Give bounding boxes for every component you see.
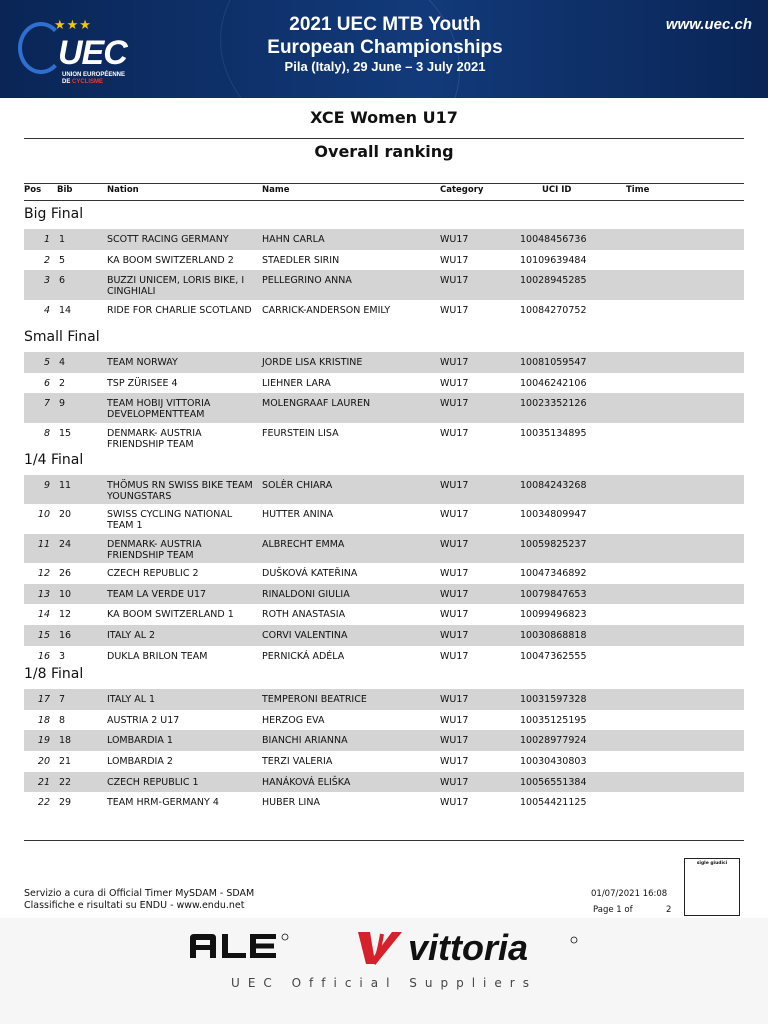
- cell-pos: 16: [37, 650, 50, 662]
- cell-pos: 21: [37, 776, 50, 788]
- cell-nation: LOMBARDIA 2: [107, 756, 173, 767]
- cell-nation: LOMBARDIA 1: [107, 735, 173, 747]
- cell-pos: 19: [37, 735, 50, 747]
- cell-pos: 14: [37, 609, 50, 621]
- col-nation: Nation: [107, 185, 139, 195]
- cell-name: RINALDONI GIULIA: [262, 588, 350, 600]
- cell-category: WU17: [440, 797, 469, 809]
- table-row: [24, 584, 744, 605]
- cell-name: ALBRECHT EMMA: [262, 538, 345, 550]
- cell-pos: 7: [43, 398, 50, 410]
- logo-subtitle-2: DE CYCLISME: [62, 79, 104, 85]
- logo-stars-icon: ★★★: [54, 18, 92, 33]
- cell-category: WU17: [440, 377, 469, 389]
- cell-uci-id: 10046242106: [520, 377, 587, 389]
- cell-uci-id: 10079847653: [520, 588, 587, 600]
- cell-category: WU17: [440, 776, 469, 788]
- cell-nation: TEAM HRM-GERMANY 4: [107, 797, 219, 809]
- cell-uci-id: 10056551384: [520, 776, 587, 788]
- footer-line: Classifiche e risultati su ENDU - www.endu.net: [24, 900, 245, 911]
- sponsors-band: [0, 918, 768, 1024]
- cell-uci-id: 10054421125: [520, 797, 587, 809]
- cell-nation: TSP ZÜRISEE 4: [107, 377, 178, 389]
- cell-bib: 16: [59, 630, 72, 641]
- event-title-line1: 2021 UEC MTB Youth: [289, 14, 481, 35]
- svg-text:vittoria: vittoria: [408, 927, 529, 968]
- divider: [24, 138, 744, 139]
- vittoria-logo: [352, 926, 582, 968]
- cell-bib: 20: [59, 509, 72, 521]
- col-uci: UCI ID: [542, 185, 572, 195]
- cell-bib: 8: [59, 714, 66, 726]
- table-row: [24, 393, 744, 422]
- table-row: [24, 563, 744, 584]
- cell-nation: KA BOOM SWITZERLAND 2: [107, 254, 234, 266]
- cell-category: WU17: [440, 398, 469, 410]
- print-datetime: 01/07/2021 16:08: [591, 889, 668, 899]
- cell-uci-id: 10109639484: [520, 254, 587, 266]
- cell-pos: 13: [37, 588, 50, 600]
- cell-name: STAEDLER SIRIN: [262, 254, 340, 266]
- cell-name: BIANCHI ARIANNA: [262, 735, 348, 747]
- table-row: [24, 604, 744, 625]
- page-title: XCE Women U17: [310, 108, 458, 127]
- cell-uci-id: 10030430803: [520, 756, 587, 767]
- cell-category: WU17: [440, 609, 469, 621]
- cell-uci-id: 10035134895: [520, 427, 587, 439]
- cell-category: WU17: [440, 630, 469, 641]
- cell-pos: 9: [43, 480, 50, 491]
- cell-bib: 12: [59, 609, 72, 621]
- table-row: [24, 250, 744, 271]
- divider: [24, 840, 744, 841]
- cell-bib: 15: [59, 427, 72, 439]
- cell-category: WU17: [440, 254, 469, 266]
- cell-uci-id: 10034809947: [520, 509, 587, 521]
- cell-category: WU17: [440, 714, 469, 726]
- cell-name: CARRICK-ANDERSON EMILY: [262, 304, 391, 316]
- cell-uci-id: 10028977924: [520, 735, 587, 747]
- cell-pos: 3: [43, 275, 50, 287]
- cell-uci-id: 10030868818: [520, 630, 587, 641]
- cell-uci-id: 10084270752: [520, 304, 587, 316]
- footer-credits: [24, 888, 254, 912]
- section-title: Big Final: [24, 206, 84, 222]
- cell-uci-id: 10047362555: [520, 650, 587, 662]
- cell-uci-id: 10084243268: [520, 480, 587, 491]
- cell-bib: 1: [59, 234, 66, 245]
- cell-category: WU17: [440, 509, 469, 521]
- cell-nation: ITALY AL 2: [107, 630, 156, 641]
- table-row: [24, 792, 744, 813]
- cell-category: WU17: [440, 568, 469, 580]
- table-row: [24, 229, 744, 250]
- footer-line: Servizio a cura di Official Timer MySDAM - SDAM: [24, 888, 255, 899]
- divider: [24, 200, 744, 201]
- cell-bib: 21: [59, 756, 72, 767]
- suppliers-caption: UEC Official Suppliers: [231, 976, 537, 990]
- table-row: [24, 730, 744, 751]
- section-title: 1/8 Final: [24, 666, 84, 683]
- cell-name: HUTTER ANINA: [262, 509, 334, 521]
- social-links: [612, 14, 752, 33]
- table-row: [24, 625, 744, 646]
- social-twitter[interactable]: [636, 14, 768, 30]
- cell-nation: BUZZI UNICEM, LORIS BIKE, I CINGHIALI: [107, 275, 245, 298]
- cell-category: WU17: [440, 234, 469, 245]
- table-header: [24, 183, 744, 200]
- cell-bib: 5: [59, 254, 66, 266]
- signature-label: sigle giudici: [696, 861, 728, 866]
- cell-nation: ITALY AL 1: [107, 694, 156, 706]
- table-row: [24, 710, 744, 731]
- col-pos: Pos: [24, 185, 42, 195]
- cell-name: JORDE LISA KRISTINE: [262, 357, 363, 368]
- judges-signature-box: [684, 858, 740, 916]
- cell-uci-id: 10081059547: [520, 357, 587, 368]
- cell-bib: 24: [59, 538, 72, 550]
- cell-category: WU17: [440, 756, 469, 767]
- table-row: [24, 689, 744, 710]
- table-row: [24, 300, 744, 329]
- cell-pos: 18: [37, 714, 50, 726]
- cell-category: WU17: [440, 588, 469, 600]
- cell-pos: 20: [37, 756, 50, 767]
- cell-name: TERZI VALERIA: [262, 756, 333, 767]
- table-row: [24, 475, 744, 504]
- cell-bib: 26: [59, 568, 72, 580]
- cell-bib: 6: [59, 275, 66, 287]
- website-link[interactable]: www.uec.ch: [665, 16, 752, 33]
- cell-bib: 18: [59, 735, 72, 747]
- cell-name: SOLÈR CHIARA: [262, 480, 333, 491]
- logo-subtitle: UNION EUROPÉENNE: [62, 72, 126, 78]
- cell-category: WU17: [440, 304, 469, 316]
- cell-uci-id: 10035125195: [520, 714, 587, 726]
- cell-pos: 4: [43, 304, 50, 316]
- cell-nation: KA BOOM SWITZERLAND 1: [107, 609, 234, 621]
- section-title: 1/4 Final: [24, 452, 84, 468]
- cell-name: FEURSTEIN LISA: [262, 427, 339, 439]
- cell-uci-id: 10099496823: [520, 609, 587, 621]
- table-row: [24, 504, 744, 533]
- col-category: Category: [440, 185, 484, 195]
- cell-bib: 9: [59, 398, 66, 410]
- cell-bib: 7: [59, 694, 66, 706]
- cell-uci-id: 10047346892: [520, 568, 587, 580]
- cell-nation: TEAM HOBIJ VITTORIA DEVELOPMENTTEAM: [107, 398, 211, 421]
- table-row: [24, 751, 744, 772]
- cell-pos: 5: [43, 357, 50, 368]
- cell-category: WU17: [440, 735, 469, 747]
- cell-bib: 11: [59, 480, 72, 491]
- cell-pos: 12: [37, 568, 50, 580]
- cell-pos: 6: [43, 377, 50, 389]
- table-row: [24, 772, 744, 793]
- cell-bib: 22: [59, 776, 72, 788]
- col-name: Name: [262, 185, 290, 195]
- section-title: Small Final: [24, 329, 100, 345]
- cell-name: TEMPERONI BEATRICE: [262, 694, 367, 706]
- cell-nation: TEAM NORWAY: [107, 357, 178, 368]
- page-subtitle: Overall ranking: [314, 142, 454, 161]
- cell-pos: 11: [37, 538, 50, 550]
- table-row: [24, 534, 744, 563]
- cell-name: DUŠKOVÁ KATEŘINA: [262, 568, 358, 580]
- cell-uci-id: 10048456736: [520, 234, 587, 245]
- cell-nation: SWISS CYCLING NATIONAL TEAM 1: [107, 509, 233, 532]
- cell-nation: DUKLA BRILON TEAM: [107, 650, 208, 662]
- cell-nation: DENMARK- AUSTRIA FRIENDSHIP TEAM: [107, 538, 202, 561]
- header-banner: [0, 0, 768, 98]
- cell-bib: 14: [59, 304, 72, 316]
- cell-name: ROTH ANASTASIA: [262, 609, 346, 621]
- ale-logo: [186, 928, 296, 964]
- cell-category: WU17: [440, 427, 469, 439]
- cell-category: WU17: [440, 538, 469, 550]
- cell-nation: TEAM LA VERDE U17: [107, 588, 207, 600]
- page-total: 2: [666, 905, 672, 915]
- table-row: [24, 373, 744, 394]
- cell-nation: CZECH REPUBLIC 2: [107, 568, 199, 580]
- cell-name: HERZOG EVA: [262, 714, 325, 726]
- cell-bib: 3: [59, 650, 66, 662]
- cell-pos: 17: [37, 694, 50, 706]
- event-dates: Pila (Italy), 29 June – 3 July 2021: [284, 59, 486, 74]
- cell-category: WU17: [440, 357, 469, 368]
- cell-bib: 4: [59, 357, 66, 368]
- page-label: Page 1 of: [593, 905, 633, 915]
- cell-pos: 22: [37, 797, 50, 809]
- cell-category: WU17: [440, 480, 469, 491]
- cell-pos: 15: [37, 630, 50, 641]
- cell-uci-id: 10023352126: [520, 398, 587, 410]
- cell-name: LIEHNER LARA: [262, 377, 331, 389]
- cell-nation: AUSTRIA 2 U17: [107, 714, 180, 726]
- uec-logo: [18, 12, 158, 88]
- cell-nation: SCOTT RACING GERMANY: [107, 234, 229, 245]
- table-row: [24, 423, 744, 452]
- cell-bib: 29: [59, 797, 72, 809]
- cell-bib: 2: [59, 377, 66, 389]
- cell-nation: CZECH REPUBLIC 1: [107, 776, 199, 788]
- col-bib: Bib: [57, 185, 73, 195]
- col-time: Time: [626, 185, 650, 195]
- cell-category: WU17: [440, 694, 469, 706]
- cell-name: MOLENGRAAF LAUREN: [262, 398, 371, 410]
- logo-word: UEC: [58, 34, 127, 72]
- table-row: [24, 270, 744, 299]
- cell-nation: DENMARK- AUSTRIA FRIENDSHIP TEAM: [107, 427, 202, 450]
- cell-pos: 10: [37, 509, 50, 521]
- cell-pos: 2: [43, 254, 50, 266]
- cell-pos: 8: [43, 427, 50, 439]
- cell-name: CORVI VALENTINA: [262, 630, 348, 641]
- cell-name: HAHN CARLA: [262, 234, 325, 245]
- cell-name: HANÁKOVÁ ELIŠKA: [262, 776, 351, 788]
- cell-pos: 1: [43, 234, 50, 245]
- cell-name: PERNICKÁ ADÉLA: [262, 650, 345, 662]
- table-row: [24, 352, 744, 373]
- cell-bib: 10: [59, 588, 72, 600]
- cell-uci-id: 10059825237: [520, 538, 587, 550]
- table-row: [24, 646, 744, 667]
- cell-category: WU17: [440, 650, 469, 662]
- event-title-line2: European Championships: [267, 37, 503, 58]
- cell-uci-id: 10028945285: [520, 275, 587, 287]
- cell-nation: THÖMUS RN SWISS BIKE TEAM YOUNGSTARS: [107, 480, 253, 502]
- cell-uci-id: 10031597328: [520, 694, 587, 706]
- cell-name: HUBER LINA: [262, 797, 320, 809]
- cell-category: WU17: [440, 275, 469, 287]
- cell-nation: RIDE FOR CHARLIE SCOTLAND: [107, 304, 252, 316]
- cell-name: PELLEGRINO ANNA: [262, 275, 352, 287]
